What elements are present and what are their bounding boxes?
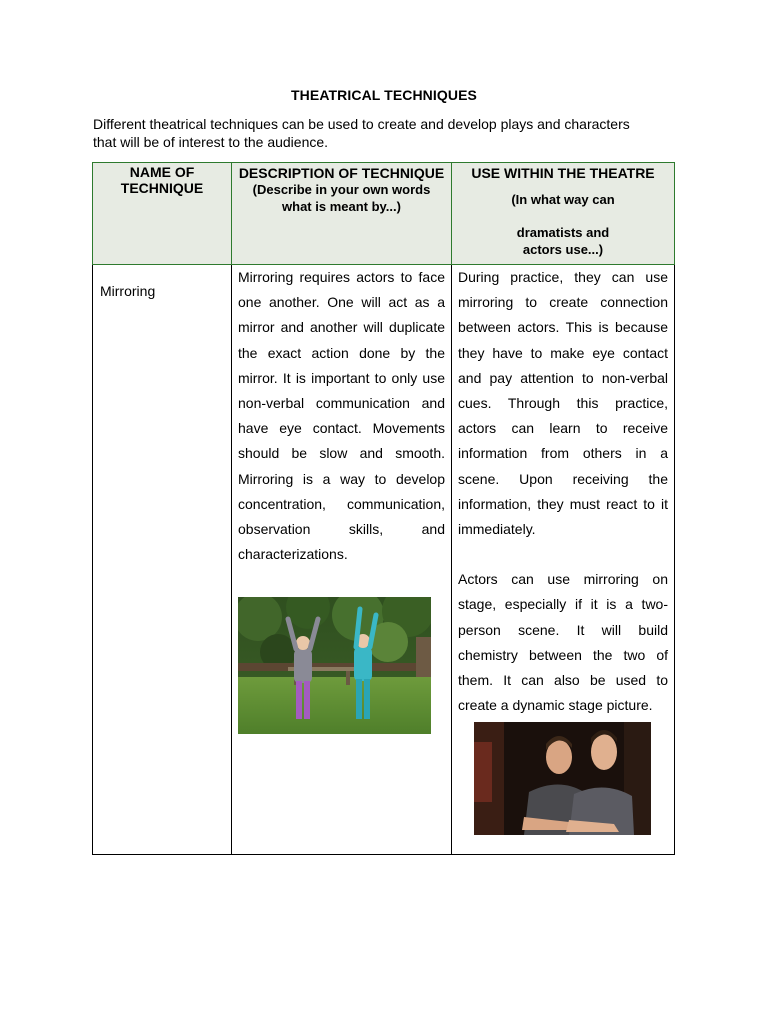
header-col1-label: NAME OF TECHNIQUE [120, 164, 204, 196]
header-col2-title: DESCRIPTION OF TECHNIQUE [238, 165, 445, 181]
technique-use-paragraph-2: Actors can use mirroring on stage, especially if it is a two-person scene. It will build chemistry between the two of them. It can also be used to create a dynamic stage picture. [458, 571, 668, 714]
header-name-of-technique [93, 163, 232, 265]
techniques-table [92, 162, 675, 855]
header-col3-title: USE WITHIN THE THEATRE [471, 165, 655, 181]
technique-use-paragraph-1: During practice, they can use mirroring to create connection between actors. This is because they have to make eye contact and pay attention to non-verbal cues. Through this practice, actors can learn to receive information from others in a scene. Upon receiving the information, they must react to it immediately. [458, 269, 668, 538]
technique-name: Mirroring [93, 265, 232, 855]
mirroring-actors-photo [474, 722, 651, 835]
header-col3-sub2: dramatists and actors use...) [516, 225, 610, 257]
intro-paragraph: Different theatrical techniques can be used to create and develop plays and characters that will be of interest to the audience. [93, 116, 630, 150]
header-col2-sub: (Describe in your own words what is meant by...) [252, 182, 431, 214]
paragraph-gap [458, 542, 668, 567]
page-title: THEATRICAL TECHNIQUES [291, 87, 477, 103]
table-header-row [93, 163, 675, 265]
table-row [93, 265, 675, 855]
technique-use-cell [452, 265, 675, 855]
technique-description: Mirroring requires actors to face one another. One will act as a mirror and another will duplicate the exact action done by the mirror. It is important to only use non-verbal communication and have eye contact. Movements should be slow and smooth. Mirroring is a way to develop concentration, communication, observation skills, and characterizations. [238, 269, 445, 563]
header-col3-sub1: (In what way can [511, 192, 615, 207]
header-use-within-theatre [452, 163, 675, 265]
mirroring-children-photo [238, 597, 431, 734]
header-description [232, 163, 452, 265]
technique-description-cell [232, 265, 452, 855]
